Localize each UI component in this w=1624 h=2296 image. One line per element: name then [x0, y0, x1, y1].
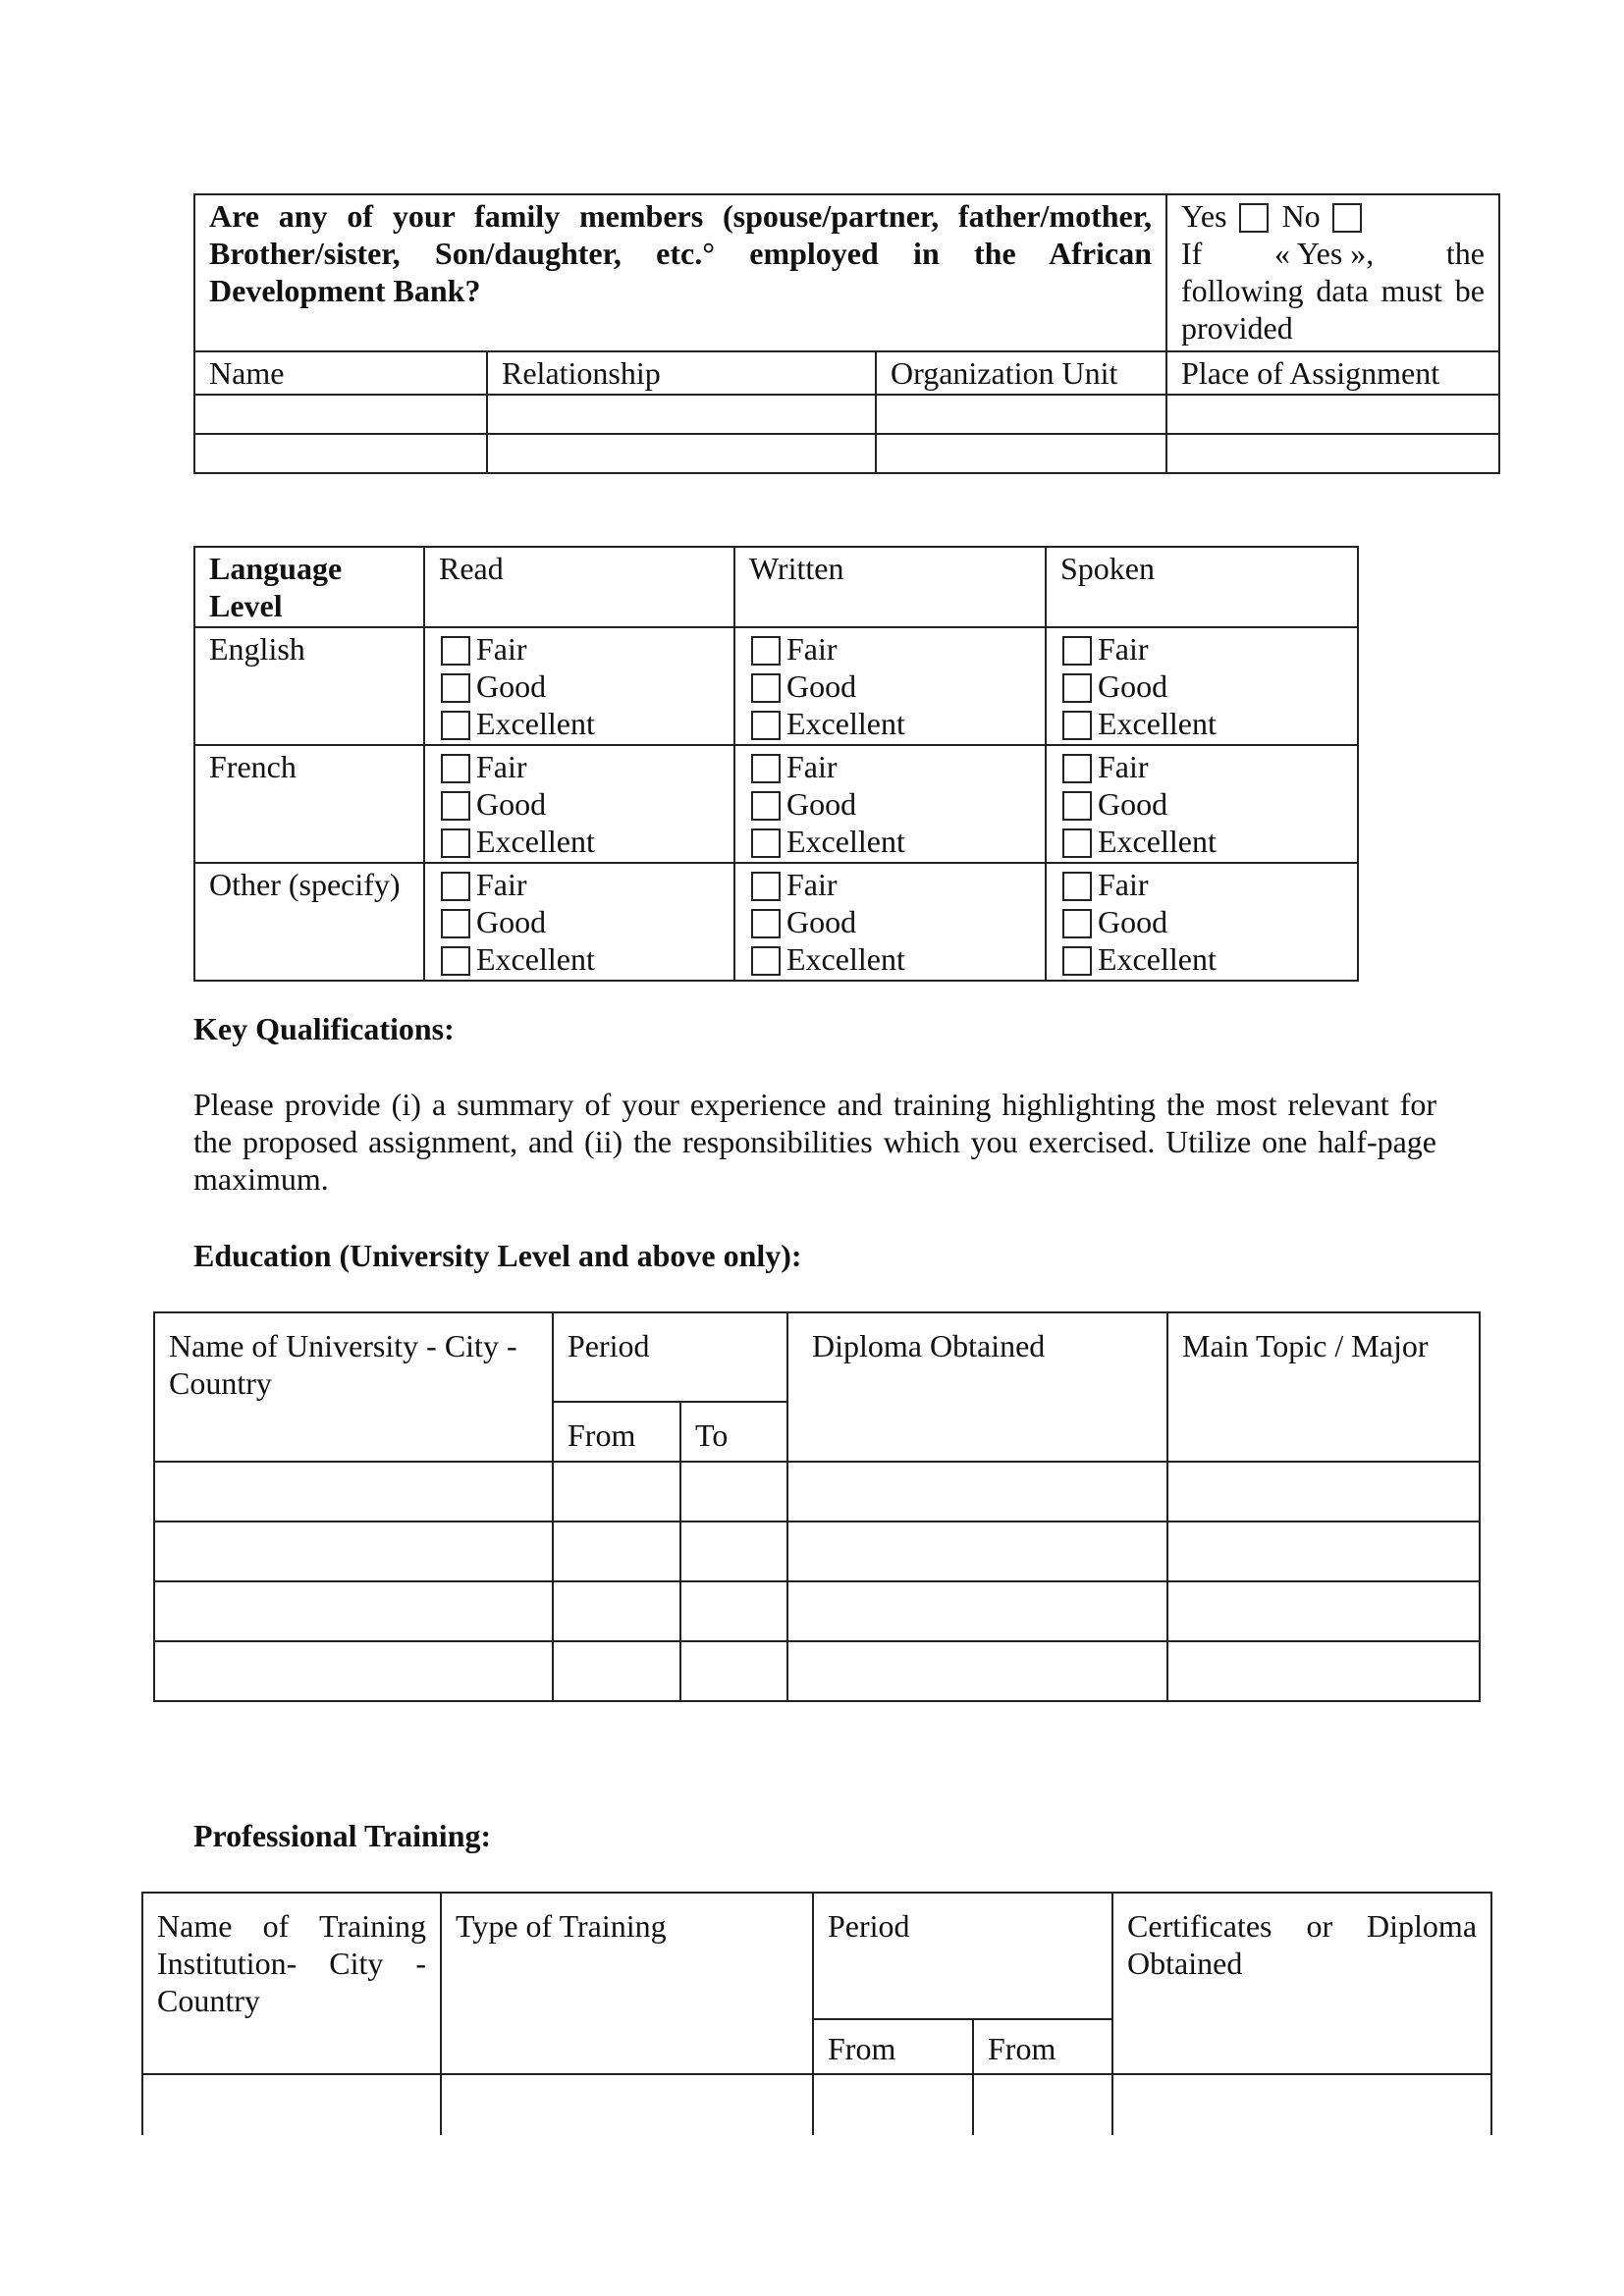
training-cell[interactable]	[441, 2074, 813, 2135]
checkbox[interactable]	[441, 636, 470, 666]
education-cell[interactable]	[787, 1641, 1167, 1701]
training-table	[141, 1892, 1492, 2135]
english-spoken	[1046, 627, 1358, 745]
checkbox[interactable]	[1062, 946, 1092, 976]
training-cell[interactable]	[813, 2074, 973, 2135]
col-period: Period	[553, 1312, 787, 1402]
family-note: following data must be provided	[1181, 273, 1485, 346]
education-heading: Education (University Level and above only):	[193, 1238, 802, 1273]
training-cell[interactable]	[973, 2074, 1112, 2135]
option-fair: Fair	[476, 867, 527, 902]
checkbox[interactable]	[441, 673, 470, 703]
family-question: Are any of your family members (spouse/partner, father/mother, Brother/sister, Son/daughter, etc.° employed in the African Development Bank?	[194, 194, 1166, 351]
checkbox[interactable]	[751, 909, 781, 938]
language-french: French	[194, 745, 424, 863]
option-excellent: Excellent	[1098, 706, 1217, 741]
option-fair: Fair	[1098, 631, 1149, 667]
french-read	[424, 745, 734, 863]
education-cell[interactable]	[787, 1581, 1167, 1641]
education-cell[interactable]	[553, 1522, 680, 1581]
option-fair: Fair	[786, 867, 838, 902]
checkbox[interactable]	[1062, 711, 1092, 740]
option-good: Good	[476, 668, 547, 704]
other-read	[424, 863, 734, 981]
option-excellent: Excellent	[476, 706, 595, 741]
col-certificates: Certificates or Diploma Obtained	[1112, 1893, 1491, 2074]
language-other: Other (specify)	[194, 863, 424, 981]
col-university: Name of University - City - Country	[154, 1312, 553, 1462]
education-table	[153, 1311, 1481, 1702]
training-cell[interactable]	[1112, 2074, 1491, 2135]
checkbox[interactable]	[1062, 673, 1092, 703]
option-fair: Fair	[476, 631, 527, 667]
col-training-type: Type of Training	[441, 1893, 813, 2074]
col-place-of-assignment: Place of Assignment	[1166, 351, 1499, 395]
option-excellent: Excellent	[476, 941, 595, 977]
family-relationship-input[interactable]	[487, 395, 876, 434]
option-fair: Fair	[786, 631, 838, 667]
col-diploma: Diploma Obtained	[787, 1312, 1167, 1462]
checkbox[interactable]	[441, 909, 470, 938]
family-name-input[interactable]	[194, 395, 487, 434]
family-unit-input[interactable]	[876, 395, 1166, 434]
education-cell[interactable]	[553, 1581, 680, 1641]
education-cell[interactable]	[1167, 1581, 1480, 1641]
language-level-header: Language Level	[194, 547, 424, 627]
option-excellent: Excellent	[476, 824, 595, 859]
checkbox[interactable]	[751, 828, 781, 858]
option-excellent: Excellent	[1098, 941, 1217, 977]
checkbox[interactable]	[751, 711, 781, 740]
option-excellent: Excellent	[786, 941, 905, 977]
checkbox[interactable]	[1062, 754, 1092, 783]
checkbox[interactable]	[751, 946, 781, 976]
option-good: Good	[476, 786, 547, 822]
education-cell[interactable]	[787, 1522, 1167, 1581]
checkbox[interactable]	[751, 754, 781, 783]
family-relationship-input[interactable]	[487, 434, 876, 473]
family-answer-cell	[1166, 194, 1499, 351]
note-the: the	[1445, 236, 1485, 271]
education-cell[interactable]	[680, 1462, 787, 1522]
note-if: If	[1181, 236, 1203, 271]
education-cell[interactable]	[553, 1462, 680, 1522]
col-relationship: Relationship	[487, 351, 876, 395]
checkbox[interactable]	[1062, 909, 1092, 938]
education-cell[interactable]	[1167, 1641, 1480, 1701]
education-cell[interactable]	[1167, 1522, 1480, 1581]
education-cell[interactable]	[154, 1522, 553, 1581]
col-organization-unit: Organization Unit	[876, 351, 1166, 395]
education-cell[interactable]	[553, 1641, 680, 1701]
checkbox[interactable]	[441, 711, 470, 740]
checkbox[interactable]	[1062, 828, 1092, 858]
family-name-input[interactable]	[194, 434, 487, 473]
checkbox[interactable]	[441, 946, 470, 976]
family-place-input[interactable]	[1166, 395, 1499, 434]
option-fair: Fair	[476, 749, 527, 784]
yes-checkbox[interactable]	[1239, 203, 1269, 233]
checkbox[interactable]	[1062, 872, 1092, 901]
option-excellent: Excellent	[1098, 824, 1217, 859]
education-cell[interactable]	[1167, 1462, 1480, 1522]
language-english: English	[194, 627, 424, 745]
family-unit-input[interactable]	[876, 434, 1166, 473]
written-header: Written	[734, 547, 1046, 627]
checkbox[interactable]	[751, 673, 781, 703]
checkbox[interactable]	[751, 872, 781, 901]
education-cell[interactable]	[154, 1581, 553, 1641]
checkbox[interactable]	[441, 872, 470, 901]
note-yes: « Yes »,	[1273, 236, 1375, 271]
language-table	[193, 546, 1359, 982]
option-good: Good	[786, 786, 857, 822]
checkbox[interactable]	[1062, 791, 1092, 821]
checkbox[interactable]	[1062, 636, 1092, 666]
training-heading: Professional Training:	[193, 1818, 492, 1853]
other-spoken	[1046, 863, 1358, 981]
option-good: Good	[786, 904, 857, 939]
col-major: Main Topic / Major	[1167, 1312, 1480, 1462]
family-members-table	[193, 193, 1500, 474]
col-from: From	[553, 1402, 680, 1462]
education-cell[interactable]	[680, 1641, 787, 1701]
option-good: Good	[786, 668, 857, 704]
other-written	[734, 863, 1046, 981]
col-name: Name	[194, 351, 487, 395]
option-excellent: Excellent	[786, 824, 905, 859]
option-good: Good	[1098, 904, 1168, 939]
key-qualifications-heading: Key Qualifications:	[193, 1011, 455, 1046]
checkbox[interactable]	[441, 754, 470, 783]
option-good: Good	[476, 904, 547, 939]
french-spoken	[1046, 745, 1358, 863]
french-written	[734, 745, 1046, 863]
checkbox[interactable]	[751, 791, 781, 821]
key-qualifications-text: Please provide (i) a summary of your experience and training highlighting the most relevant for the proposed assignment, and (ii) the responsibilities which you exercised. Utilize one half-page maximum.	[193, 1087, 1436, 1197]
option-excellent: Excellent	[786, 706, 905, 741]
option-fair: Fair	[786, 749, 838, 784]
option-good: Good	[1098, 786, 1168, 822]
option-fair: Fair	[1098, 749, 1149, 784]
education-cell[interactable]	[154, 1462, 553, 1522]
col-to: To	[680, 1402, 787, 1462]
education-cell[interactable]	[680, 1581, 787, 1641]
english-written	[734, 627, 1046, 745]
option-good: Good	[1098, 668, 1168, 704]
english-read	[424, 627, 734, 745]
education-cell[interactable]	[154, 1641, 553, 1701]
checkbox[interactable]	[441, 828, 470, 858]
col-training-from: From	[813, 2019, 973, 2074]
yes-label: Yes	[1181, 198, 1227, 234]
read-header: Read	[424, 547, 734, 627]
family-place-input[interactable]	[1166, 434, 1499, 473]
education-cell[interactable]	[680, 1522, 787, 1581]
checkbox[interactable]	[441, 791, 470, 821]
training-cell[interactable]	[142, 2074, 441, 2135]
no-label: No	[1281, 198, 1321, 234]
col-training-institution: Name of Training Institution- City - Country	[142, 1893, 441, 2074]
col-training-from: From	[973, 2019, 1112, 2074]
education-cell[interactable]	[787, 1462, 1167, 1522]
spoken-header: Spoken	[1046, 547, 1358, 627]
no-checkbox[interactable]	[1332, 203, 1362, 233]
checkbox[interactable]	[751, 636, 781, 666]
option-fair: Fair	[1098, 867, 1149, 902]
col-training-period: Period	[813, 1893, 1112, 2019]
